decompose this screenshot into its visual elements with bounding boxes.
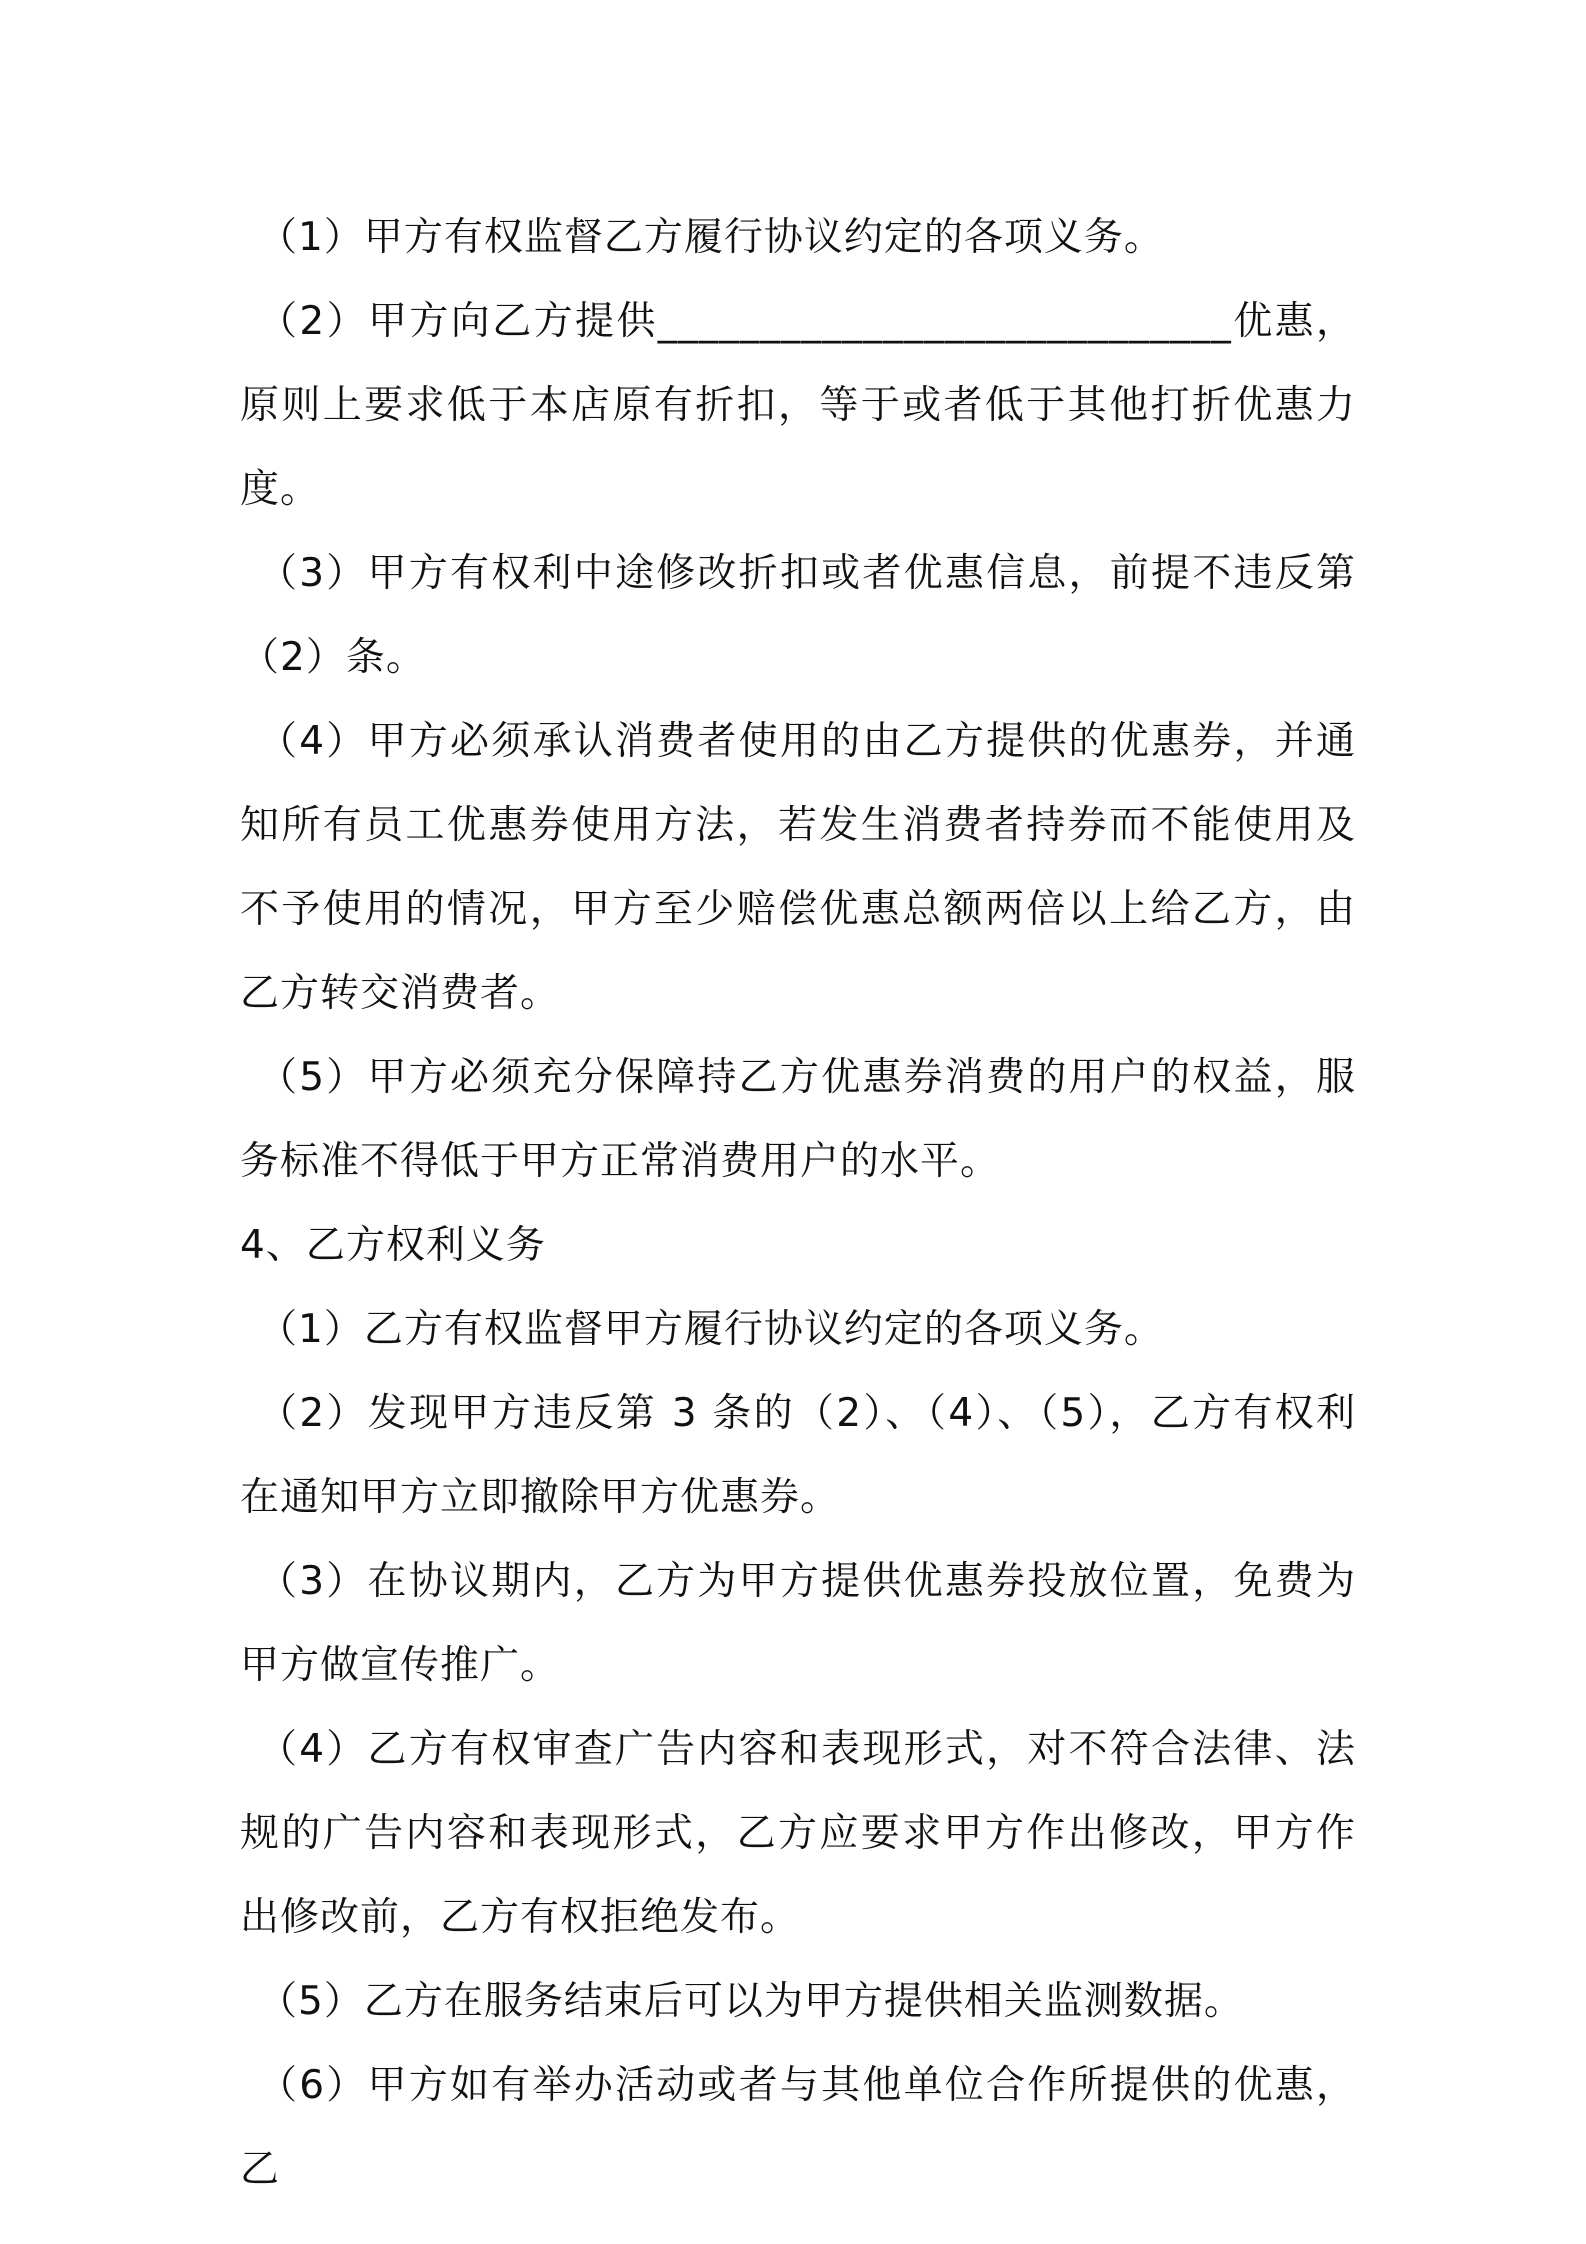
paragraph-party-a-1: （1）甲方有权监督乙方履行协议约定的各项义务。	[258, 215, 1164, 260]
document-body	[240, 196, 1356, 2212]
section-heading-party-b: 4、乙方权利义务	[240, 1223, 546, 1268]
paragraph-party-a-5: （5）甲方必须充分保障持乙方优惠券消费的用户的权益，服务标准不得低于甲方正常消费用户的水平。	[240, 1055, 1356, 1184]
paragraph-party-a-2: （2）甲方向乙方提供____________________________优惠，原则上要求低于本店原有折扣，等于或者低于其他打折优惠力度。	[240, 299, 1356, 512]
paragraph-party-a-3: （3）甲方有权利中途修改折扣或者优惠信息，前提不违反第（2）条。	[240, 551, 1356, 680]
paragraph-party-b-6: （6）甲方如有举办活动或者与其他单位合作所提供的优惠，乙	[240, 2063, 1356, 2192]
paragraph-party-b-2: （2）发现甲方违反第 3 条的（2）、（4）、（5），乙方有权利在通知甲方立即撤除甲方优惠券。	[240, 1391, 1356, 1520]
paragraph-party-a-4: （4）甲方必须承认消费者使用的由乙方提供的优惠券，并通知所有员工优惠券使用方法，若发生消费者持券而不能使用及不予使用的情况，甲方至少赔偿优惠总额两倍以上给乙方，由乙方转交消费者。	[240, 719, 1356, 1016]
paragraph-party-b-1: （1）乙方有权监督甲方履行协议约定的各项义务。	[258, 1307, 1164, 1352]
paragraph-party-b-4: （4）乙方有权审查广告内容和表现形式，对不符合法律、法规的广告内容和表现形式，乙方应要求甲方作出修改，甲方作出修改前，乙方有权拒绝发布。	[240, 1727, 1356, 1940]
paragraph-party-b-5: （5）乙方在服务结束后可以为甲方提供相关监测数据。	[258, 1979, 1244, 2024]
paragraph-party-b-3: （3）在协议期内，乙方为甲方提供优惠券投放位置，免费为甲方做宣传推广。	[240, 1559, 1356, 1688]
